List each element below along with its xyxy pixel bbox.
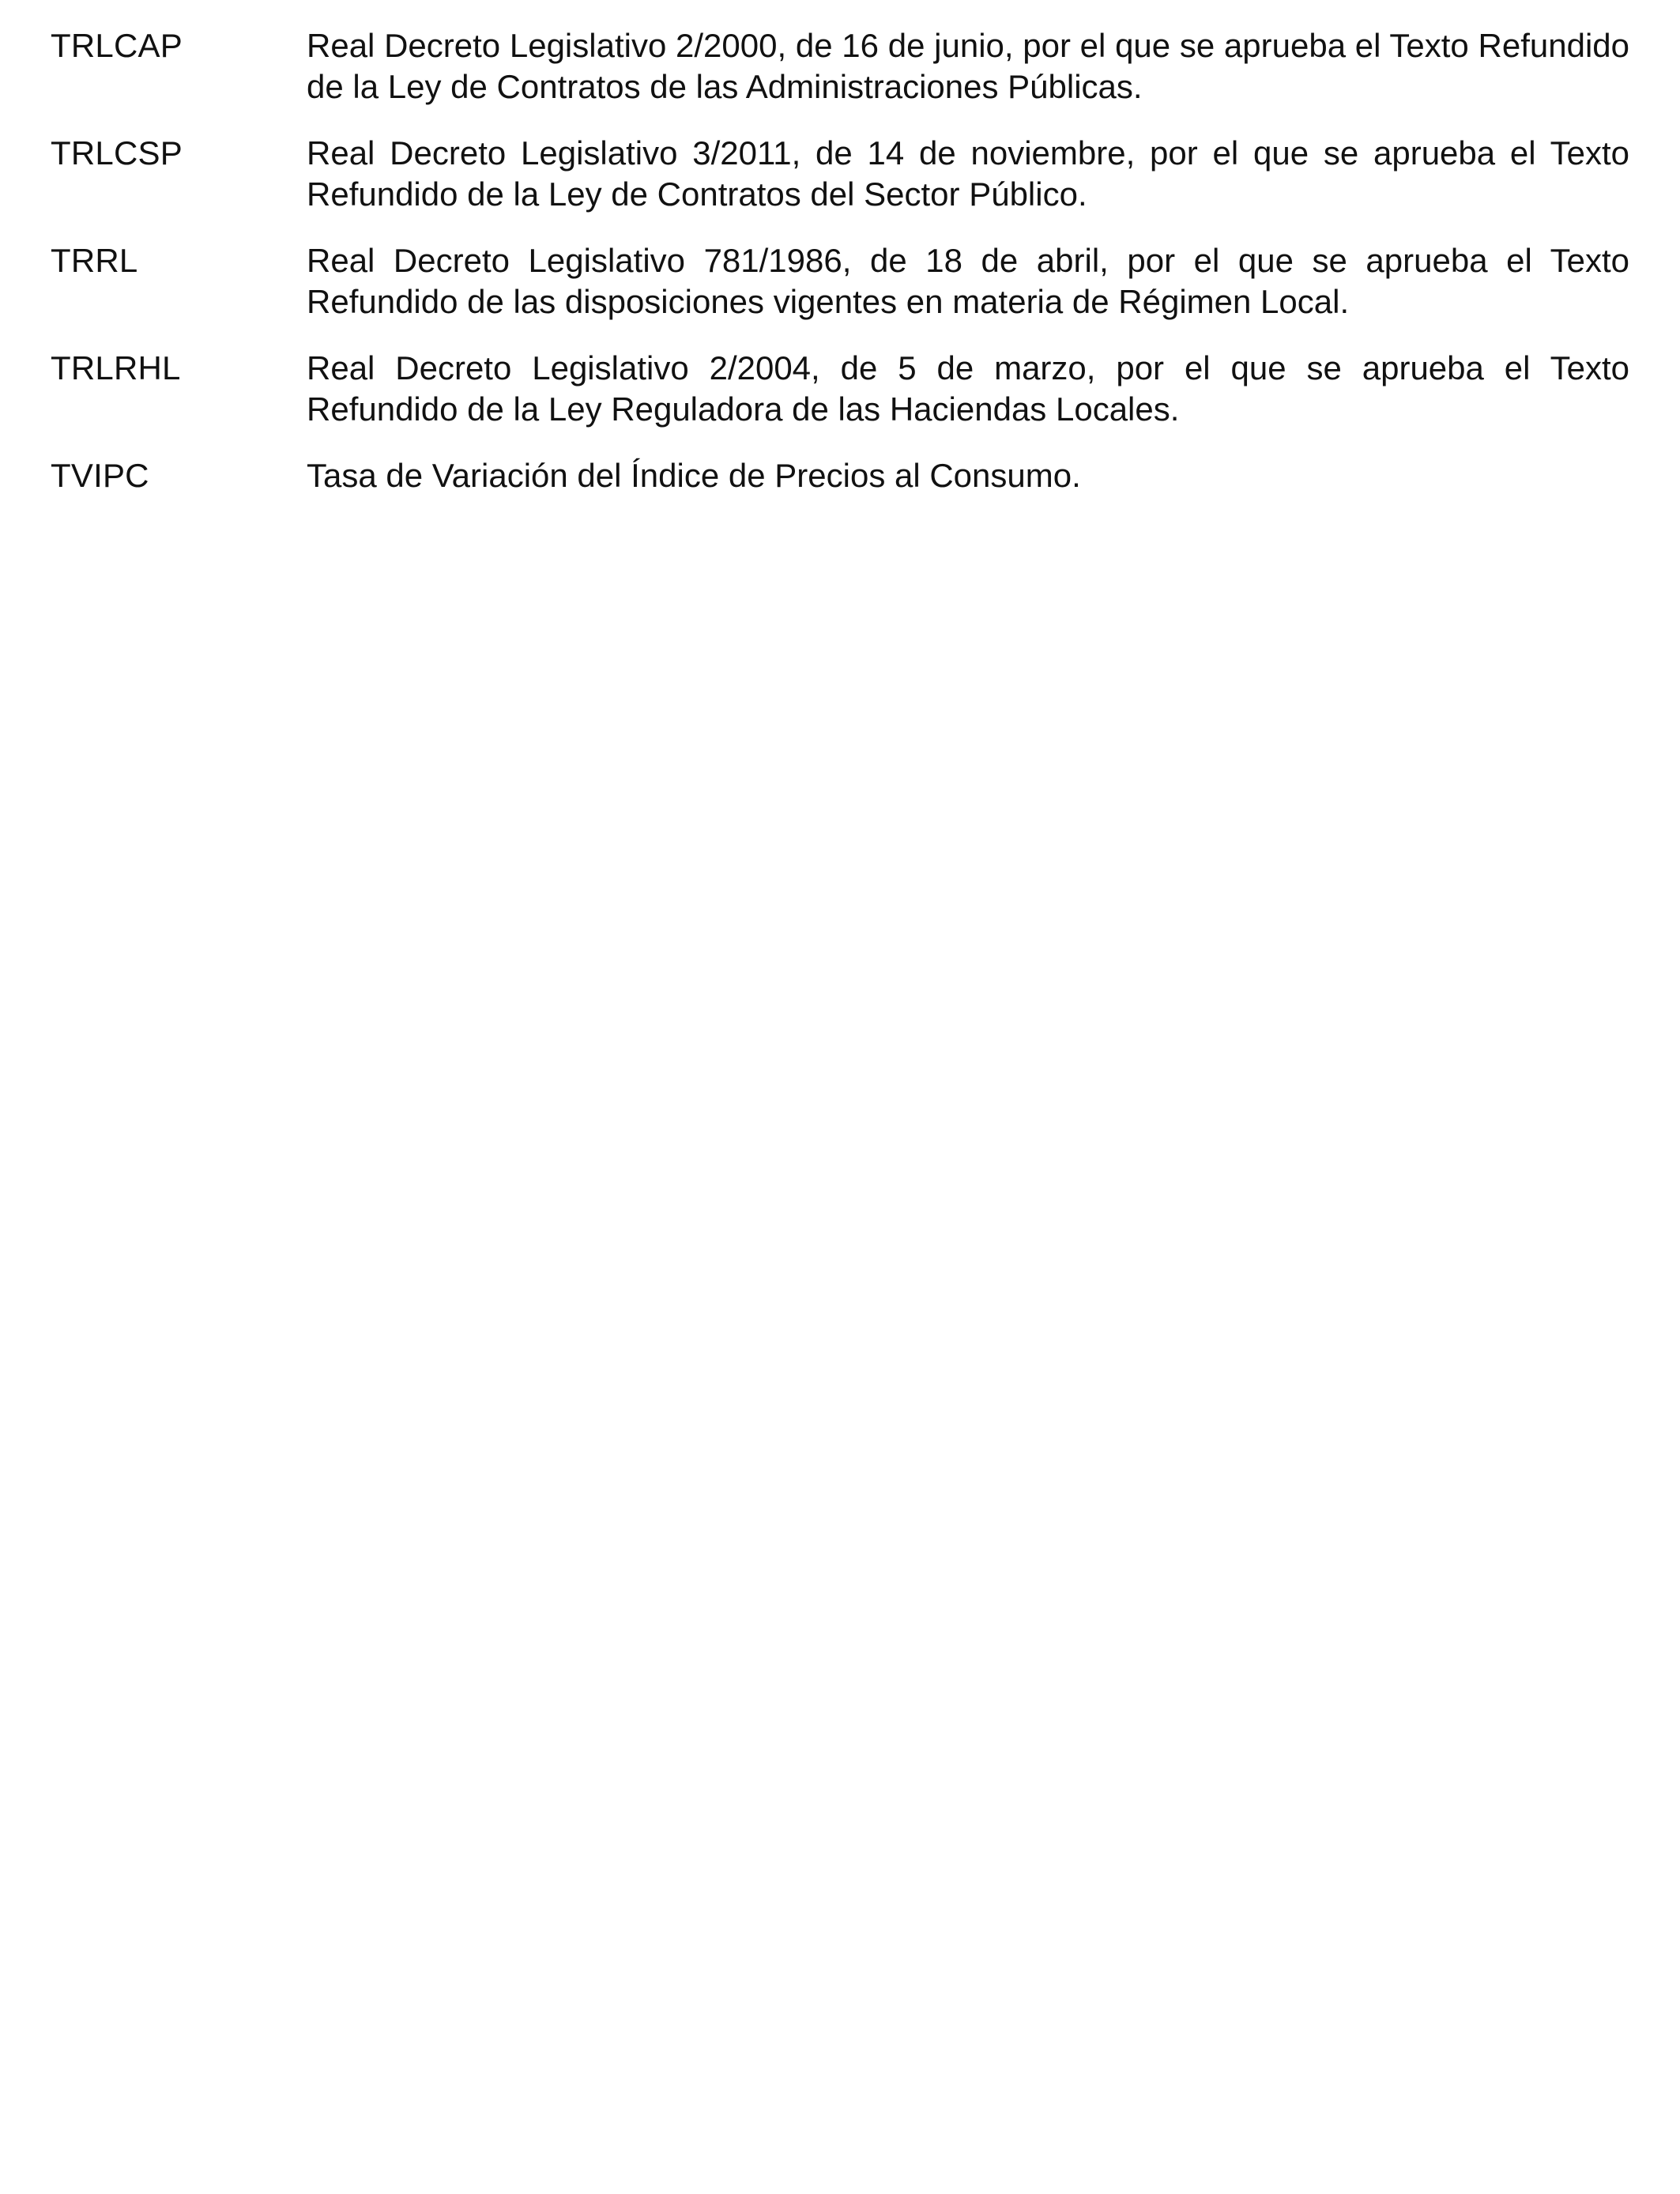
definition: Real Decreto Legislativo 2/2004, de 5 de marzo, por el que se aprueba el Texto Refundido de la Ley Reguladora de las Haciendas Locales.: [307, 349, 1629, 428]
definition: Tasa de Variación del Índice de Precios al Consumo.: [307, 457, 1081, 494]
abbreviation: TRLCSP: [51, 134, 183, 172]
glossary-entry-trlcap: [51, 25, 1629, 107]
definition: Real Decreto Legislativo 3/2011, de 14 de noviembre, por el que se aprueba el Texto Refundido de la Ley de Contratos del Sector Público.: [307, 134, 1629, 213]
abbreviation: TRRL: [51, 242, 138, 279]
definition: Real Decreto Legislativo 781/1986, de 18 de abril, por el que se aprueba el Texto Refundido de las disposiciones vigentes en materia de Régimen Local.: [307, 242, 1629, 320]
abbreviation: TVIPC: [51, 457, 149, 494]
glossary-entry-trlrhl: [51, 348, 1629, 430]
glossary-entry-trlcsp: [51, 133, 1629, 215]
abbreviations-list: [51, 25, 1629, 522]
glossary-entry-trrl: [51, 240, 1629, 322]
glossary-entry-tvipc: [51, 455, 1629, 496]
abbreviation: TRLCAP: [51, 27, 183, 64]
abbreviation: TRLRHL: [51, 349, 181, 386]
definition: Real Decreto Legislativo 2/2000, de 16 de junio, por el que se aprueba el Texto Refundido de la Ley de Contratos de las Administraciones Públicas.: [307, 27, 1629, 105]
